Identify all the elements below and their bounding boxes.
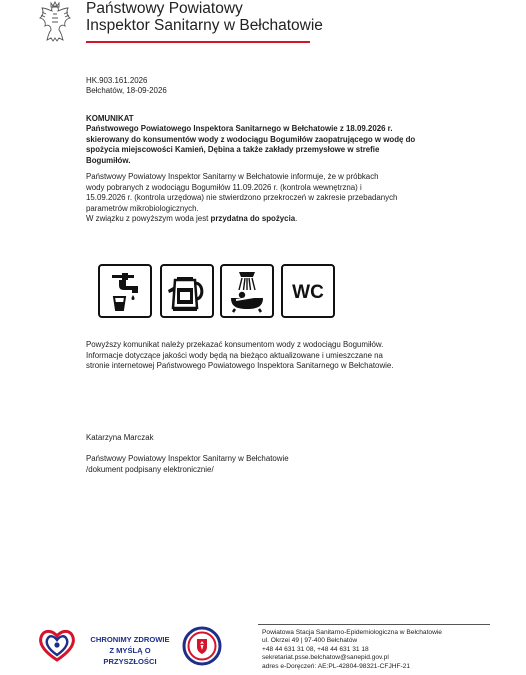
lead-line: spożycia miejscowości Kamień, Dębina a także zakłady przemysłowe w strefie [86, 145, 380, 155]
wc-label: WC [292, 282, 324, 303]
lead-line: Państwowego Powiatowego Inspektora Sanitarnego w Bełchatowie z 18.09.2026 r. [86, 124, 393, 133]
conclusion-line [86, 214, 446, 225]
sanepid-seal-logo [182, 626, 222, 666]
institution-name-line2: Inspektor Sanitarny w Bełchatowie [86, 17, 323, 34]
footer-divider [258, 624, 490, 625]
campaign-line: Z MYŚLĄ O PRZYSZŁOŚCI [103, 646, 157, 666]
announcement-title: KOMUNIKAT [86, 114, 134, 123]
note-line: Informacje dotyczące jakości wody będą na bieżąco aktualizowane i umieszczane na [86, 350, 383, 360]
campaign-slogan [86, 634, 174, 667]
lead-line: Bogumiłów. [86, 155, 131, 165]
station-edelivery: adres e-Doręczeń: AE:PL-42804-98321-CFJHF-21 [262, 662, 411, 670]
campaign-heart-logo [36, 624, 78, 664]
signature-line: Państwowy Powiatowy Inspektor Sanitarny w Bełchatowie [86, 454, 289, 463]
distribution-note [86, 340, 446, 372]
conclusion-prefix: W związku z powyższym woda jest [86, 214, 211, 224]
note-line: stronie internetowej Państwowego Powiatowego Inspektora Sanitarnego w Bełchatowie. [86, 361, 394, 371]
place-date: Bełchatów, 18-09-2026 [86, 86, 167, 95]
announcement-lead [86, 124, 456, 166]
signature-block [86, 454, 386, 475]
kettle-icon [160, 264, 214, 318]
lead-line: skierowany do konsumentów wody z wodociągu Bogumiłów zaopatrującego w wodę do [86, 134, 416, 144]
polish-eagle-icon [34, 0, 76, 44]
test-results-paragraph [86, 172, 446, 225]
header-divider [86, 41, 310, 43]
note-line: Powyższy komunikat należy przekazać konsumentom wody z wodociągu Bogumiłów. [86, 340, 384, 349]
station-email: sekretariat.psse.belchatow@sanepid.gov.pl [262, 654, 389, 662]
station-name: Powiatowa Stacja Sanitarno-Epidemiologiczna w Bełchatowie [262, 629, 442, 636]
conclusion-suffix: . [295, 214, 298, 224]
info-line: Państwowy Powiatowy Inspektor Sanitarny w Bełchatowie informuje, że w próbkach [86, 172, 379, 181]
station-phone: +48 44 631 31 08, +48 44 631 31 18 [262, 645, 369, 653]
station-contact [262, 629, 442, 671]
conclusion-verdict: przydatna do spożycia [210, 214, 296, 224]
signer-name: Katarzyna Marczak [86, 433, 154, 442]
signature-line: /dokument podpisany elektronicznie/ [86, 464, 214, 474]
station-address: ul. Okrzei 49 | 97-400 Bełchatów [262, 637, 358, 645]
document-reference: HK.903.161.2026 [86, 76, 148, 85]
info-line: parametrów mikrobiologicznych. [86, 203, 199, 213]
bathing-icon [220, 264, 274, 318]
institution-name-line1: Państwowy Powiatowy [86, 0, 243, 17]
wc-icon [281, 264, 335, 318]
info-line: wody pobranych z wodociągu Bogumiłów 11.09.2026 r. (kontrola wewnętrzna) i [86, 182, 362, 192]
campaign-line: CHRONIMY ZDROWIE [90, 635, 170, 644]
drinking-tap-icon [98, 264, 152, 318]
info-line: 15.09.2026 r. (kontrola urzędowa) nie stwierdzono przekroczeń w zakresie przebadanych [86, 193, 398, 203]
